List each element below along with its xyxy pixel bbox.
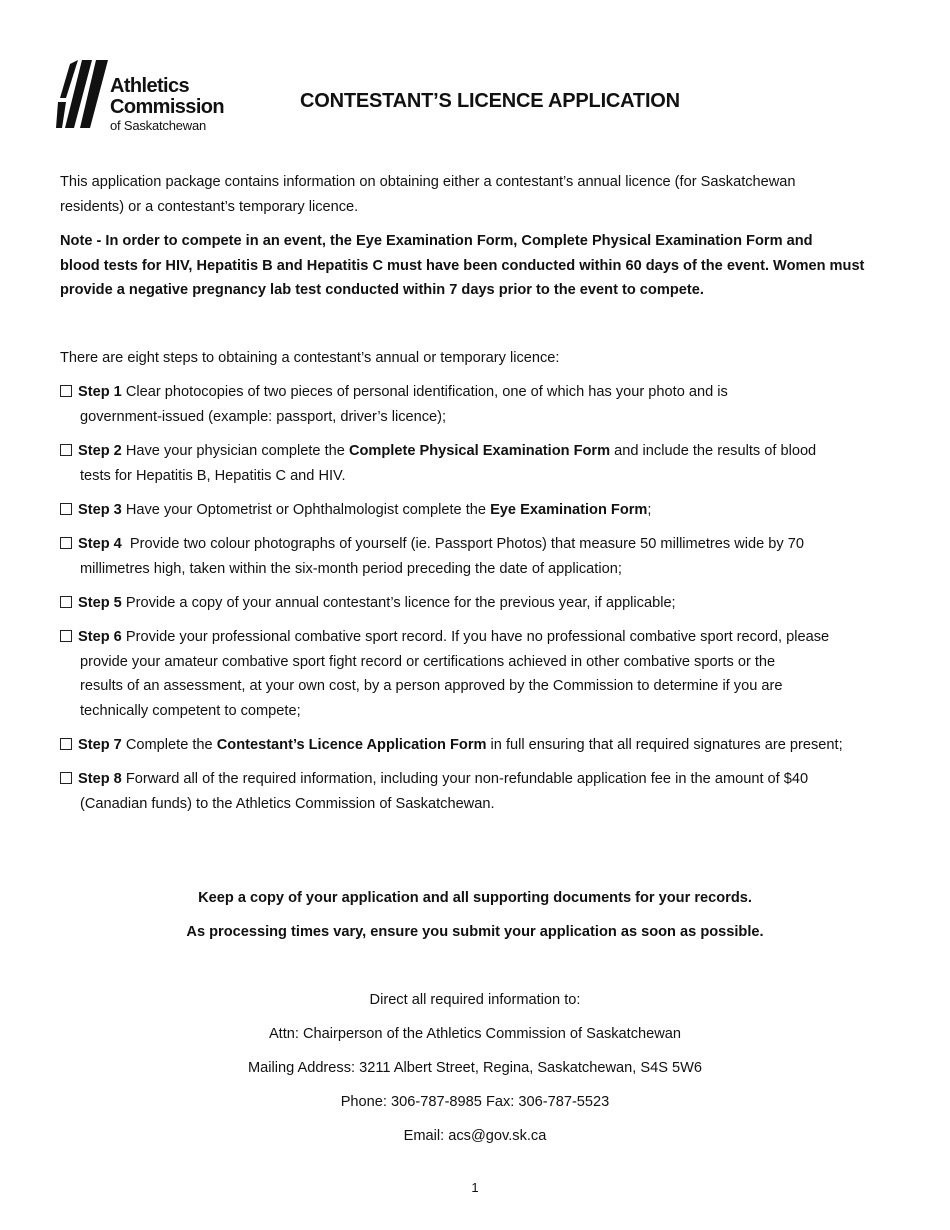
step-4 <box>60 532 900 581</box>
intro-line: residents) or a contestant’s temporary licence. <box>60 198 359 215</box>
step-7-checkbox[interactable] <box>60 738 72 750</box>
step-text: Provide a copy of your annual contestant’s licence for the previous year, if applicable; <box>125 595 676 611</box>
step-text: ; <box>647 502 652 518</box>
logo-text-athletics: Athletics <box>110 75 190 97</box>
step-text: Have your Optometrist or Ophthalmologist complete the <box>125 502 487 518</box>
step-text: government-issued (example: passport, driver’s licence); <box>80 408 447 425</box>
step-3 <box>60 498 900 523</box>
step-6-checkbox[interactable] <box>60 630 72 642</box>
step-label: Step 1 <box>78 384 122 400</box>
step-1 <box>60 380 900 429</box>
reminder-keep-copy: Keep a copy of your application and all supporting documents for your records. <box>198 890 752 906</box>
step-text: technically competent to compete; <box>80 702 301 719</box>
note-paragraph <box>60 229 895 303</box>
step-5-checkbox[interactable] <box>60 596 72 608</box>
step-4-checkbox[interactable] <box>60 537 72 549</box>
step-text: Complete the <box>125 737 213 753</box>
step-label: Step 7 <box>78 737 122 753</box>
logo-text-commission: Commission <box>110 96 225 118</box>
step-label: Step 5 <box>78 595 122 611</box>
page-number: 1 <box>471 1180 479 1195</box>
commission-logo <box>56 58 231 132</box>
step-2 <box>60 439 900 488</box>
step-text: Provide your professional combative sport record. If you have no professional combative sport record, please <box>125 629 830 645</box>
page-title: CONTESTANT’S LICENCE APPLICATION <box>300 90 680 112</box>
step-6 <box>60 625 900 723</box>
note-line: Note - In order to compete in an event, the Eye Examination Form, Complete Physical Examination Form and <box>60 233 813 249</box>
contact-mailing-address: Mailing Address: 3211 Albert Street, Regina, Saskatchewan, S4S 5W6 <box>247 1060 702 1076</box>
step-text: (Canadian funds) to the Athletics Commission of Saskatchewan. <box>80 795 495 812</box>
step-text: tests for Hepatitis B, Hepatitis C and HIV. <box>80 467 346 484</box>
contact-email: Email: acs@gov.sk.ca <box>403 1128 547 1144</box>
logo-text-saskatchewan: of Saskatchewan <box>110 118 207 133</box>
athletics-commission-logo-icon <box>56 58 112 132</box>
intro-paragraph <box>60 170 895 219</box>
reminder-processing-times: As processing times vary, ensure you submit your application as soon as possible. <box>186 924 764 940</box>
note-line: blood tests for HIV, Hepatitis B and Hepatitis C must have been conducted within 60 days of the event. Women must <box>60 257 865 274</box>
step-text: results of an assessment, at your own cost, by a person approved by the Commission to determine if you are <box>80 678 783 694</box>
step-label: Step 3 <box>78 502 122 518</box>
step-8 <box>60 767 900 816</box>
step-text: in full ensuring that all required signatures are present; <box>490 737 843 753</box>
step-5 <box>60 591 900 616</box>
step-7 <box>60 733 900 758</box>
intro-line: This application package contains information on obtaining either a contestant’s annual licence (for Saskatchewan <box>60 174 796 190</box>
step-label: Step 8 <box>78 771 122 787</box>
step-1-checkbox[interactable] <box>60 385 72 397</box>
step-text: millimetres high, taken within the six-month period preceding the date of application; <box>80 560 622 577</box>
contact-attn: Attn: Chairperson of the Athletics Commission of Saskatchewan <box>268 1026 682 1042</box>
step-label: Step 6 <box>78 629 122 645</box>
step-2-checkbox[interactable] <box>60 444 72 456</box>
step-8-checkbox[interactable] <box>60 772 72 784</box>
step-form-name: Contestant’s Licence Application Form <box>216 737 487 753</box>
step-label: Step 2 <box>78 443 122 459</box>
step-text: provide your amateur combative sport fight record or certifications achieved in other combative sports or the <box>80 653 776 670</box>
step-form-name: Complete Physical Examination Form <box>348 443 611 459</box>
contact-phone-fax: Phone: 306-787-8985 Fax: 306-787-5523 <box>340 1094 610 1110</box>
contact-heading: Direct all required information to: <box>369 992 581 1008</box>
step-text: Provide two colour photographs of yourself (ie. Passport Photos) that measure 50 millimetres wide by 70 <box>129 536 804 552</box>
note-line: provide a negative pregnancy lab test conducted within 7 days prior to the event to compete. <box>60 282 704 298</box>
step-label: Step 4 <box>78 536 122 552</box>
step-3-checkbox[interactable] <box>60 503 72 515</box>
step-text: and include the results of blood <box>614 443 817 459</box>
step-text: Have your physician complete the <box>125 443 345 459</box>
step-text: Clear photocopies of two pieces of personal identification, one of which has your photo and is <box>125 384 728 400</box>
steps-intro: There are eight steps to obtaining a contestant’s annual or temporary licence: <box>60 350 560 366</box>
step-form-name: Eye Examination Form <box>490 502 648 518</box>
step-text: Forward all of the required information, including your non-refundable application fee in the amount of $40 <box>125 771 809 787</box>
